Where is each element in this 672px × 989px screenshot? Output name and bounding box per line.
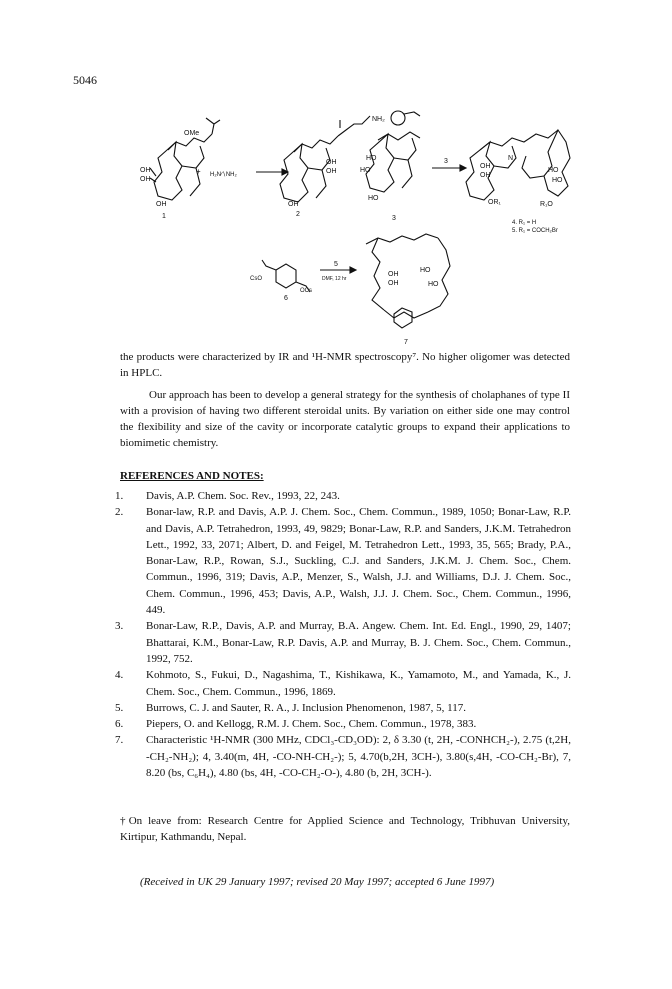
label-diamine: H₂N∕∖NH₂ bbox=[210, 172, 237, 178]
arrow-label-5: 5 bbox=[334, 261, 338, 268]
paragraph-1: the products were characterized by IR and ¹H-NMR spectroscopy⁷. No higher oligomer was detected in HPLC. bbox=[120, 351, 570, 379]
compound-3-structure bbox=[366, 111, 420, 192]
page-number: 5046 bbox=[73, 73, 97, 87]
label-oh-1c: OH bbox=[156, 201, 167, 208]
label-plus: + bbox=[196, 167, 201, 176]
label-cso: CsO bbox=[250, 276, 262, 282]
reference-text: Burrows, C. J. and Sauter, R. A., J. Inclusion Phenomenon, 1987, 5, 117. bbox=[146, 701, 466, 714]
reference-number: 4. bbox=[115, 669, 124, 682]
label-oh-4b: OH bbox=[480, 172, 491, 179]
reference-item bbox=[115, 716, 571, 732]
reference-text: Davis, A.P. Chem. Soc. Rev., 1993, 22, 243. bbox=[146, 490, 340, 502]
reference-number: 3. bbox=[115, 620, 124, 633]
label-omE: OMe bbox=[184, 130, 200, 137]
label-ho-3c: HO bbox=[368, 195, 379, 202]
label-oh-2b: OH bbox=[326, 168, 337, 175]
reference-item bbox=[115, 700, 571, 716]
reference-list bbox=[115, 488, 571, 781]
reference-number: 2. bbox=[115, 506, 124, 519]
compound-label-5: 5. R₁ = COCH₂Br bbox=[512, 228, 558, 234]
label-oh-2c: OH bbox=[288, 201, 299, 208]
reference-text: Kohmoto, S., Fukui, D., Nagashima, T., Kishikawa, K., Yamamoto, M., and Yamada, K., J. Chem. Soc., Chem. Commun., 1996, 1869. bbox=[146, 669, 571, 698]
label-oh-7a: OH bbox=[388, 271, 399, 278]
reference-item bbox=[115, 732, 571, 781]
arrow-label-3: 3 bbox=[444, 158, 448, 165]
compound-2-structure bbox=[280, 116, 370, 202]
label-n-4: N bbox=[508, 155, 514, 162]
label-ho-7a: HO bbox=[420, 267, 431, 274]
label-nh2: NH₂ bbox=[372, 116, 385, 123]
label-oh-2a: OH bbox=[326, 159, 337, 166]
label-ho-4a: HO bbox=[548, 167, 559, 174]
compound-label-4: 4. R₁ = H bbox=[512, 220, 537, 226]
label-r1o: R₁O bbox=[540, 201, 553, 208]
body-text bbox=[120, 349, 570, 451]
compound-label-6: 6 bbox=[284, 295, 288, 302]
received-dates: (Received in UK 29 January 1997; revised 20 May 1997; accepted 6 June 1997) bbox=[140, 876, 495, 888]
compound-label-7: 7 bbox=[404, 339, 408, 346]
reference-item bbox=[115, 504, 571, 618]
compound-label-1: 1 bbox=[162, 213, 166, 220]
reference-number: 5. bbox=[115, 701, 124, 714]
reference-number: 1. bbox=[115, 490, 124, 502]
label-ho-3a: HO bbox=[366, 155, 377, 162]
label-or1: OR₁ bbox=[488, 199, 501, 206]
label-oh-7b: OH bbox=[388, 280, 399, 287]
reference-number: 6. bbox=[115, 718, 124, 731]
reference-text: Characteristic ¹H-NMR (300 MHz, CDCl₃-CD₃OD): 2, δ 3.30 (t, 2H, -CONHCH₂-), 2.75 (t,2H, -CH₂-NH₂); 4, 3.40(m, 4H, -CO-NH-CH₂-); 5, 4.70(b,2H, 3CH-), 3.80(s,4H, -CO-CH₂-Br), 7, 8.20 (bs, C₆H₄), 4.80 (bs, 4H, -CO-CH₂-O-), 4.80 (b, 2H, 3CH-). bbox=[146, 734, 571, 780]
compound-label-3: 3 bbox=[392, 215, 396, 222]
label-ho-7b: HO bbox=[428, 281, 439, 288]
paragraph-2: Our approach has been to develop a general strategy for the synthesis of cholaphanes of type II with a provision of having two different steroidal units. By variation on either side one may control the flexibility and size of the cavity or incorporate catalytic groups to expand their applications to biomimetic chemistry. bbox=[120, 389, 570, 449]
arrow-solvent: DMF, 12 hr bbox=[322, 276, 347, 282]
reference-item bbox=[115, 488, 571, 504]
label-ocs: OCs bbox=[300, 288, 312, 294]
references-heading: REFERENCES AND NOTES: bbox=[120, 470, 264, 482]
label-ho-4b: HO bbox=[552, 177, 563, 184]
label-oh-1a: OH bbox=[140, 167, 151, 174]
reference-text: Piepers, O. and Kellogg, R.M. J. Chem. Soc., Chem. Commun., 1978, 383. bbox=[146, 718, 477, 731]
reference-text: Bonar-Law, R.P., Davis, A.P. and Murray, B.A. Angew. Chem. Int. Ed. Engl., 1990, 29, 1407; Bhattarai, K.M., Bonar-Law, R.P. Davis, A.P. and Murray, B. J. Chem. Soc., Chem. Commun., 1992, 752. bbox=[146, 620, 571, 665]
reference-text: Bonar-law, R.P. and Davis, A.P. J. Chem. Soc., Chem. Commun., 1989, 1050; Bonar-Law, R.P. and Davis, A.P. Tetrahedron, 1993, 49, 9829; Bonar-Law, R.P. and Sanders, J.K.M. Tetrahedron Lett., 1992, 33, 2071; Albert, D. and Feigel, M. Tetrahedron Lett., 1993, 35, 565; Brady, P.A., Bonar-Law, R.P., Rowan, S.J., Suckling, C.J. and Sanders, J.K.M. J. Chem. Soc., Chem. Commun., 1996, 319; Davis, A.P., Menzer, S., Walsh, J.J. and Williams, D.J. J. Chem. Soc., Chem. Commun., 1996, 453; Davis, A.P., Walsh, J.J. J. Chem. Soc., Chem. Commun., 1996, 449. bbox=[146, 506, 571, 617]
compound-label-2: 2 bbox=[296, 211, 300, 218]
label-ho-3b: HO bbox=[360, 167, 371, 174]
reference-number: 7. bbox=[115, 734, 124, 747]
affiliation-footnote: †On leave from: Research Centre for Applied Science and Technology, Tribhuvan University, Kirtipur, Kathmandu, Nepal. bbox=[120, 815, 570, 844]
reaction-scheme bbox=[0, 0, 672, 360]
reference-item bbox=[115, 618, 571, 667]
label-oh-1b: OH bbox=[140, 176, 151, 183]
label-oh-4a: OH bbox=[480, 163, 491, 170]
reference-item bbox=[115, 667, 571, 700]
